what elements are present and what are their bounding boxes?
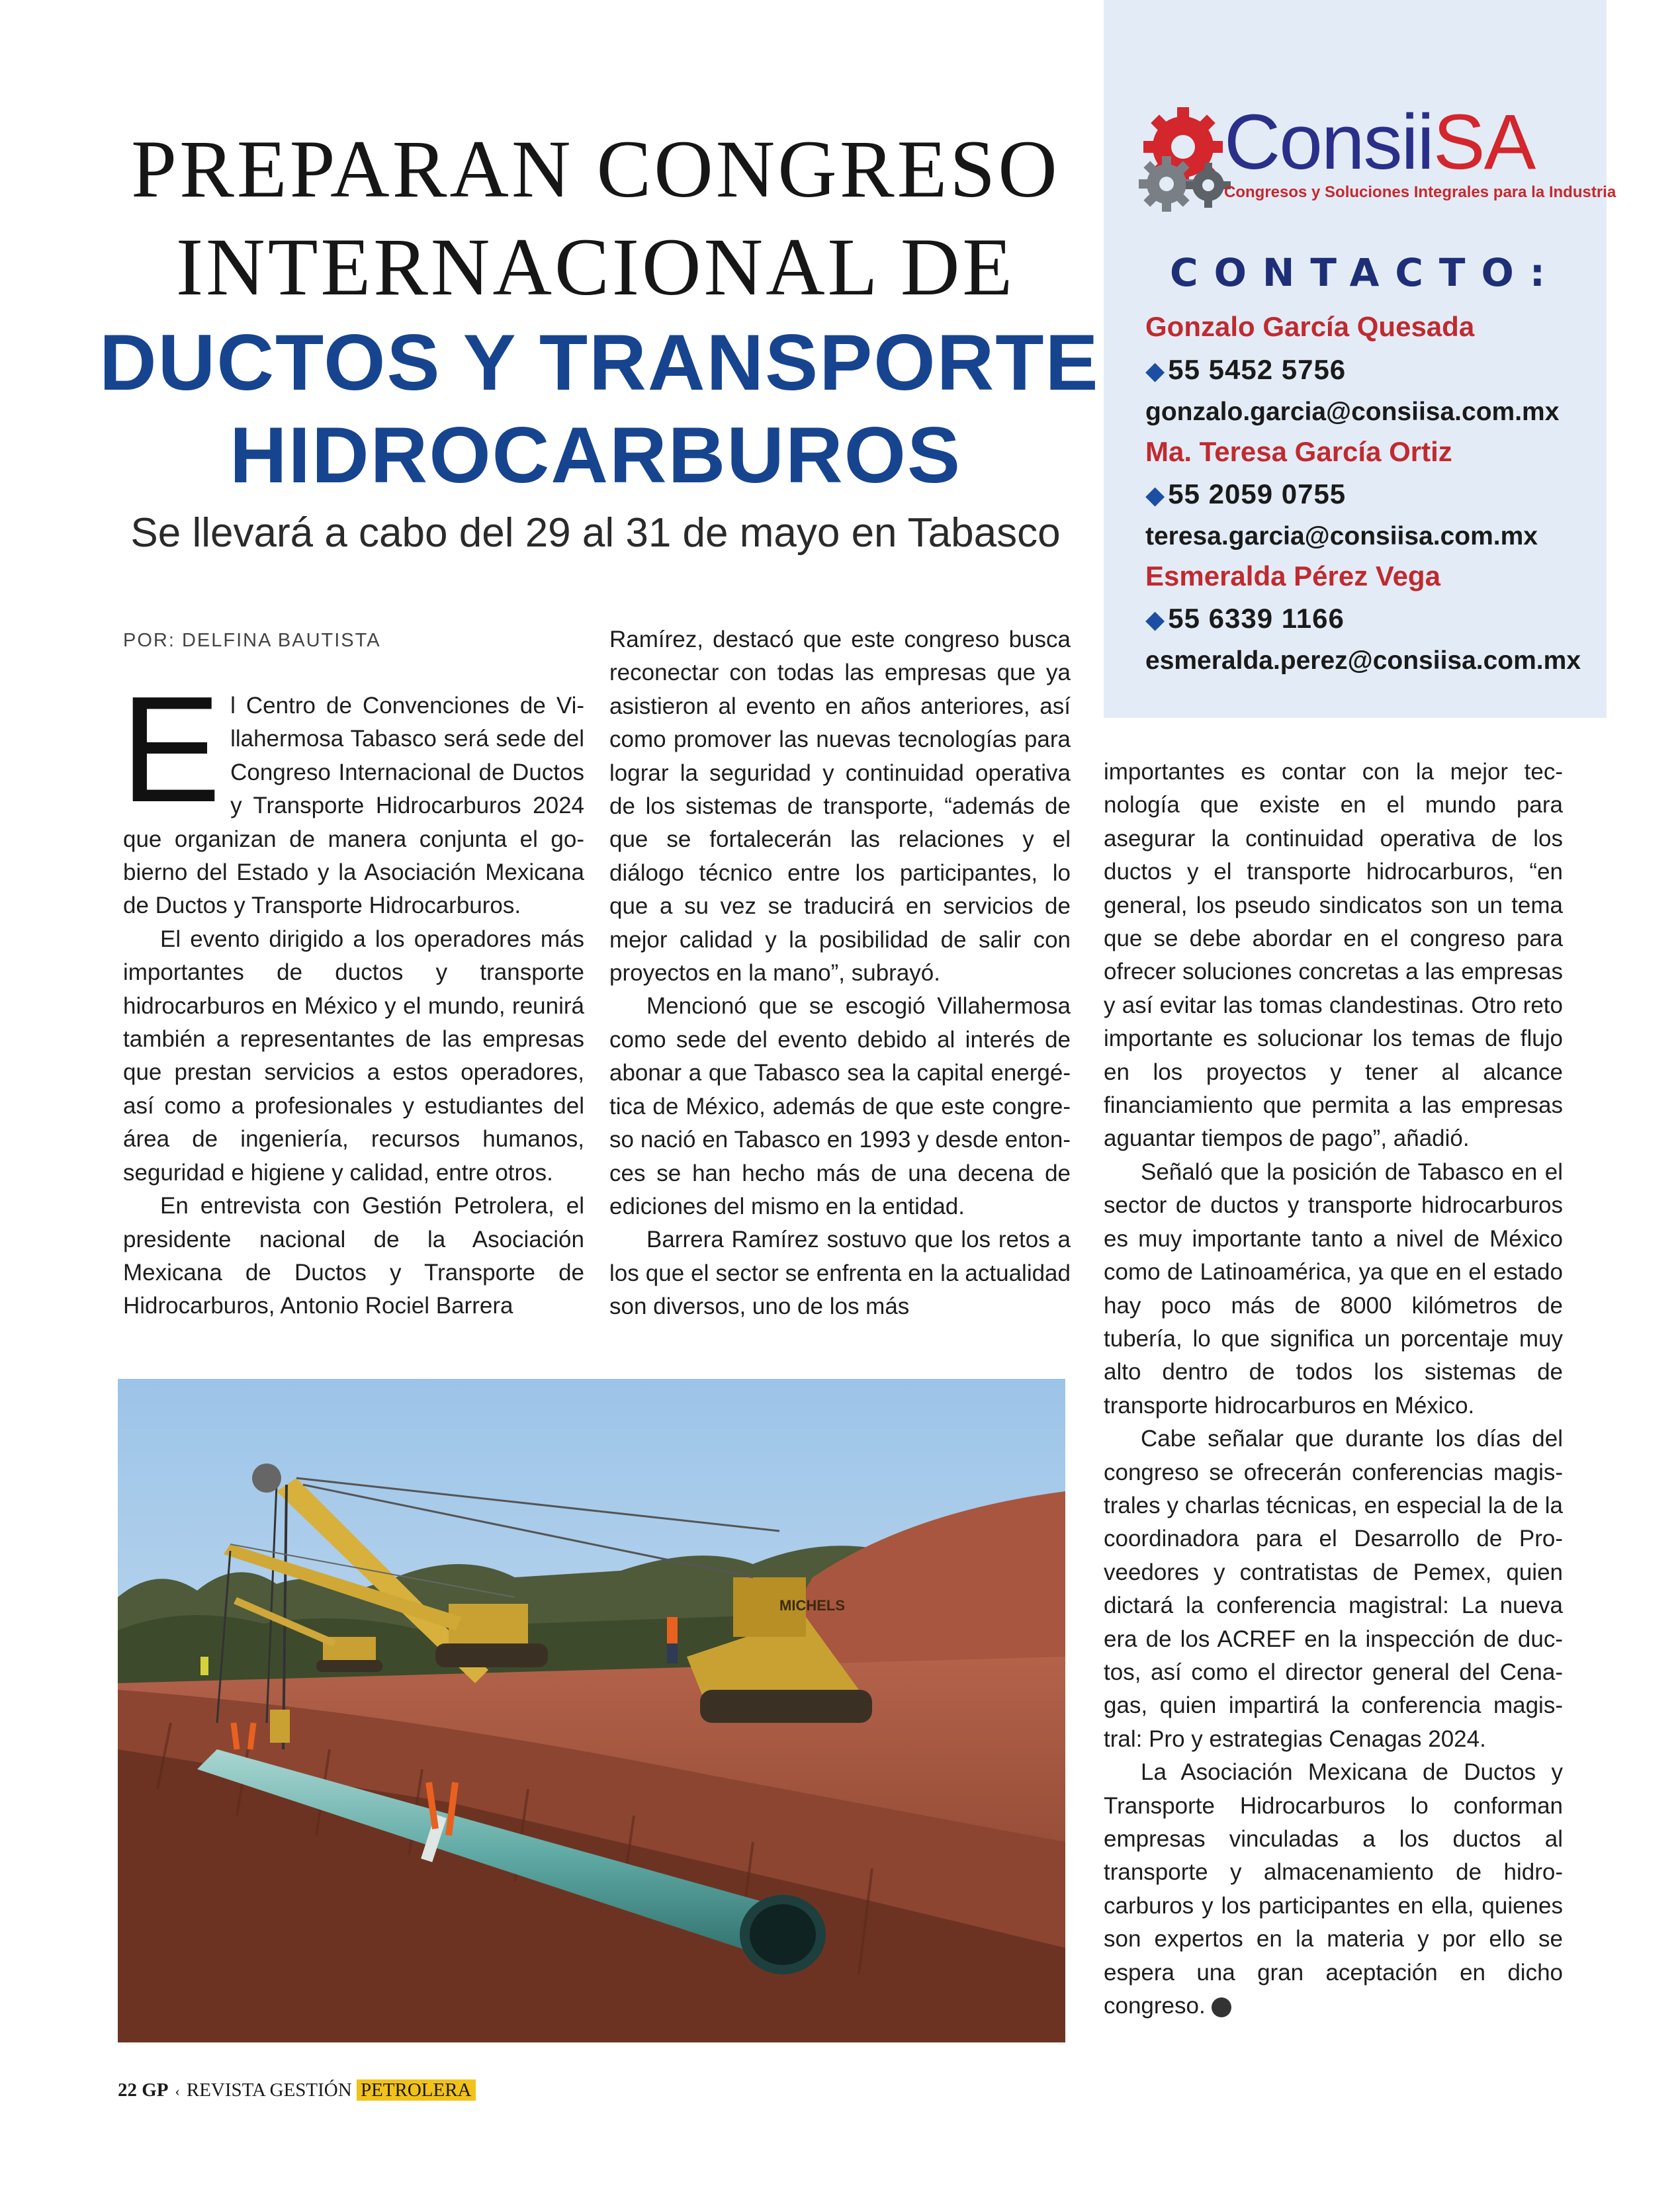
article-paragraph: En entrevista con Gestión Petrolera, el presidente nacional de la Asociación Mexicana de Ductos y Transporte de Hidrocarburos, Antonio Rociel Barrera — [123, 1193, 584, 1319]
magazine-name-highlight: PETROLERA — [357, 2079, 476, 2101]
chevron-left-icon: ‹ — [175, 2083, 180, 2099]
paragraph-text: l Centro de Convenciones de Villahermosa Tabasco será sede del Congreso Internacional de Ductos y Transporte Hidrocarburos 2024 que organizan de manera conjunta el gobierno del Estado y la Asociación Mexicana de Ductos y Transporte Hidrocarburos. — [123, 693, 584, 919]
paragraph-text: La Asociación Mexicana de Ductos y Transporte Hidrocarburos lo conforman empresas vinculadas a los ductos al transporte y almacenamiento de hidrocarburos y los participantes en ella, quienes son expertos en la materia y por ello se espera una gran aceptación en dicho congreso. — [1104, 1759, 1563, 2019]
subtitle: Se llevará a cabo del 29 al 31 de mayo en Tabasco — [130, 510, 1061, 556]
contact-name: Ma. Teresa García Ortiz — [1145, 436, 1452, 467]
diamond-bullet-icon: ◆ — [1145, 482, 1166, 509]
phone-number: 55 5452 5756 — [1168, 354, 1347, 385]
drop-cap: E — [120, 666, 222, 834]
contact-heading: CONTACTO: — [1170, 250, 1561, 295]
diamond-bullet-icon: ◆ — [1145, 357, 1166, 385]
contact-phone — [1145, 603, 1345, 635]
page-footer — [118, 2079, 476, 2101]
phone-number: 55 2059 0755 — [1168, 478, 1347, 509]
article-paragraph: importantes es contar con la mejor tecnología que existe en el mundo para asegurar la continuidad operativa de los ductos y el transporte hidrocarburos, “en general, los pseudo sindicatos son un tema que se debe abordar en el congreso para ofrecer soluciones concretas a las empresas y así evitar las tomas clandestinas. Otro reto importante es solucionar los temas de flujo en los proyectos y tener al alcance financiamiento que permita a las empresas aguantar tiempos de pago”, añadió. — [1104, 759, 1563, 1152]
article-paragraph — [1104, 1756, 1563, 2023]
pipeline-construction-photo — [118, 1379, 1065, 2042]
logo-main: Consii — [1224, 99, 1433, 186]
headline-line-2: INTERNACIONAL DE — [175, 222, 1016, 312]
article-paragraph: El evento dirigido a los operadores más importantes de ductos y transporte hidrocarburos en México y el mundo, reunirá también a representantes de las empresas que prestan servicios a estos operadores, así como a profesionales y estudiantes del área de ingeniería, recursos humanos, seguridad e higiene y calidad, entre otros. — [123, 926, 584, 1186]
article-paragraph: Barrera Ramírez sostuvo que los retos a los que el sector se enfrenta en la actualidad son diversos, uno de los más — [609, 1227, 1071, 1320]
headline-line-3: DUCTOS Y TRANSPORTE — [99, 318, 1100, 407]
page-number: 22 GP — [118, 2079, 169, 2101]
article-paragraph: Señaló que la posición de Tabasco en el sector de ductos y transporte hidrocarburos es muy importante tanto a nivel de México como de Latinoamérica, ya que en el estado hay poco más de 8000 kilómetros de tubería, lo que significa un porcentaje muy alto dentro de todos los sistemas de transporte hidrocarburos en México. — [1104, 1159, 1563, 1419]
article-column-3 — [1104, 756, 1563, 2023]
byline: POR: DELFINA BAUTISTA — [123, 630, 381, 651]
contact-email[interactable]: gonzalo.garcia@consiisa.com.mx — [1145, 398, 1560, 426]
magazine-name: REVISTA GESTIÓN — [186, 2079, 352, 2101]
gp-end-mark-icon: GP — [1212, 1997, 1231, 2017]
contact-phone — [1145, 478, 1346, 510]
contact-name: Gonzalo García Quesada — [1145, 311, 1475, 342]
contact-email[interactable]: esmeralda.perez@consiisa.com.mx — [1145, 646, 1581, 675]
article-paragraph — [120, 666, 584, 923]
phone-number: 55 6339 1166 — [1168, 603, 1345, 634]
contact-name: Esmeralda Pérez Vega — [1145, 560, 1440, 591]
diamond-bullet-icon: ◆ — [1145, 606, 1166, 634]
headline — [99, 120, 1100, 502]
logo-tagline: Congresos y Soluciones Integrales para la Industria — [1224, 183, 1616, 201]
article-column-2 — [609, 623, 1071, 1324]
contact-phone — [1145, 354, 1346, 386]
machine-label: MICHELS — [779, 1597, 845, 1614]
headline-line-4: HIDROCARBUROS — [230, 411, 961, 500]
headline-line-1: PREPARAN CONGRESO — [131, 124, 1060, 214]
logo-accent: SA — [1433, 99, 1535, 186]
article-paragraph: Mencionó que se escogió Villahermosa como sede del evento debido al interés de abonar a que Tabasco sea la capital energética de México, además de que este congreso nació en Tabasco en 1993 y desde entonces se han hecho más de una decena de ediciones del mismo en la entidad. — [609, 993, 1071, 1219]
consiisa-logo-text — [1224, 99, 1534, 185]
contact-email[interactable]: teresa.garcia@consiisa.com.mx — [1145, 522, 1538, 550]
article-paragraph: Cabe señalar que durante los días del congreso se ofrecerán conferencias magistrales y charlas técnicas, en especial la de la coordinadora para el Desarrollo de Proveedores y contratistas de Pemex, quien dictará la conferencia magistral: La nueva era de los ACREF en la inspección de ductos, así como el director general del Cenagas, quien impartirá la conferencia magistral: Pro y estrategias Cenagas 2024. — [1104, 1426, 1563, 1752]
article-column-1 — [120, 666, 584, 1323]
article-paragraph: Ramírez, destacó que este congreso busca reconectar con todas las empresas que ya asistieron al evento en años anteriores, así como promover las nuevas tecnologías para lograr la seguridad y continuidad operativa de los sistemas de transporte, “además de que se fortalecerán las relaciones y el diálogo técnico entre los participantes, lo que a su vez se traducirá en servicios de mejor calidad y la posibilidad de salir con proyectos en la mano”, subrayó. — [609, 627, 1071, 986]
